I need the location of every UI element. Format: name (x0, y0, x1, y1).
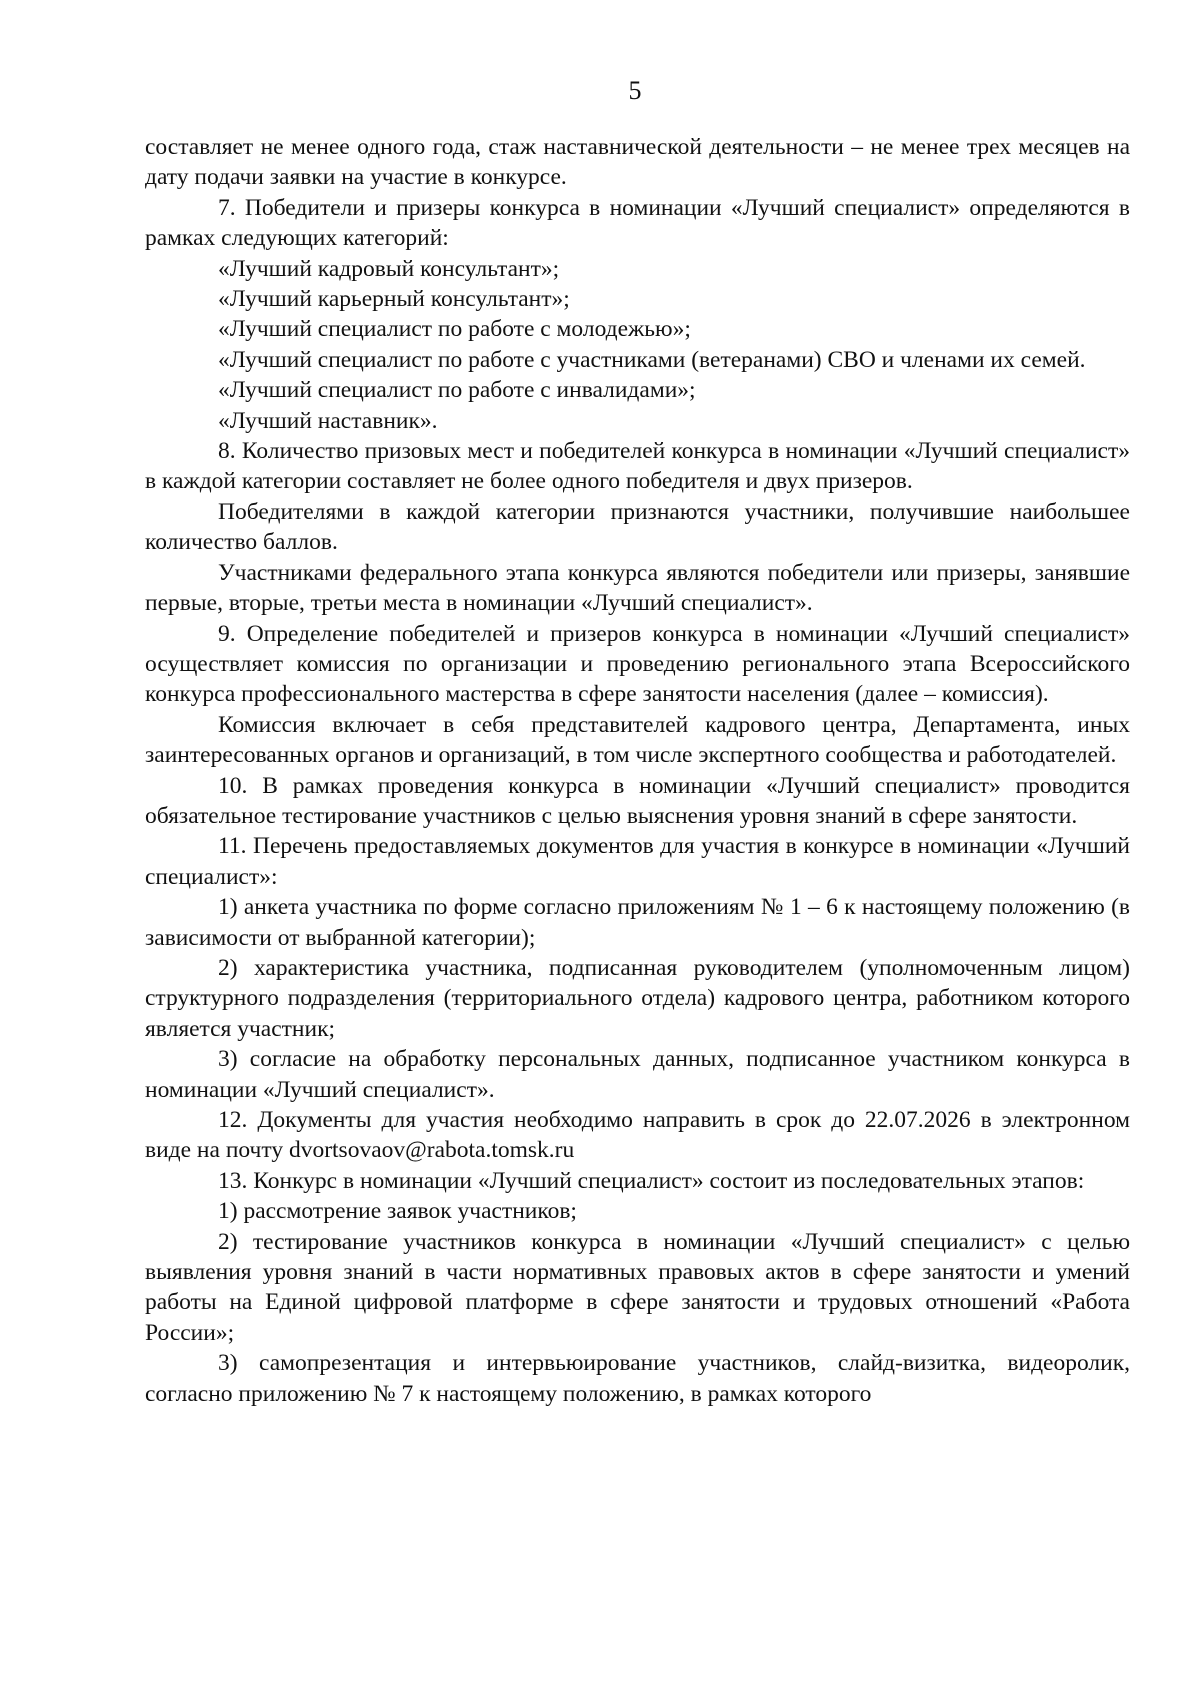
paragraph: 8. Количество призовых мест и победителей конкурса в номинации «Лучший специалист» в каждой категории составляет не более одного победителя и двух призеров. (145, 438, 1130, 495)
paragraph: 10. В рамках проведения конкурса в номинации «Лучший специалист» проводится обязательное тестирование участников с целью выяснения уровня знаний в сфере занятости. (145, 772, 1130, 829)
list-item: «Лучший наставник». (218, 407, 438, 434)
page-number: 5 (628, 76, 642, 105)
list-item: «Лучший карьерный консультант»; (218, 286, 570, 313)
list-item: «Лучший специалист по работе с инвалидами»; (218, 377, 696, 404)
document-body (145, 132, 1130, 1409)
paragraph: Участниками федерального этапа конкурса являются победители или призеры, занявшие первые, вторые, третьи места в номинации «Лучший специалист». (145, 559, 1130, 617)
list-item: 3) самопрезентация и интервьюирование участников, слайд-визитка, видеоролик, согласно приложению № 7 к настоящему положению, в рамках которого (145, 1350, 1130, 1407)
paragraph: Комиссия включает в себя представителей кадрового центра, Департамента, иных заинтересованных органов и организаций, в том числе экспертного сообщества и работодателей. (145, 711, 1130, 769)
paragraph: 11. Перечень предоставляемых документов для участия в конкурсе в номинации «Лучший специалист»: (145, 833, 1130, 890)
list-item: «Лучший специалист по работе с участниками (ветеранами) СВО и членами их семей. (218, 346, 1086, 373)
list-item: «Лучший специалист по работе с молодежью»; (218, 316, 691, 343)
paragraph: составляет не менее одного года, стаж наставнической деятельности – не менее трех месяцев на дату подачи заявки на участие в конкурсе. (145, 134, 1130, 191)
paragraph: 13. Конкурс в номинации «Лучший специалист» состоит из последовательных этапов: (218, 1167, 1085, 1194)
paragraph: 9. Определение победителей и призеров конкурса в номинации «Лучший специалист» осуществляет комиссия по организации и проведению регионального этапа Всероссийского конкурса профессионального мастерства в сфере занятости населения (далее – комиссия). (145, 620, 1130, 708)
paragraph: Победителями в каждой категории признаются участники, получившие наибольшее количество баллов. (145, 498, 1130, 556)
list-item: 1) анкета участника по форме согласно приложениям № 1 – 6 к настоящему положению (в зависимости от выбранной категории); (145, 894, 1130, 951)
list-item: «Лучший кадровый консультант»; (218, 255, 560, 282)
list-item: 2) характеристика участника, подписанная руководителем (уполномоченным лицом) структурного подразделения (территориального отдела) кадрового центра, работником которого является участник; (145, 954, 1130, 1042)
list-item: 3) согласие на обработку персональных данных, подписанное участником конкурса в номинации «Лучший специалист». (145, 1046, 1130, 1103)
paragraph: 12. Документы для участия необходимо направить в срок до 22.07.2026 в электронном виде на почту dvortsovaov@rabota.tomsk.ru (145, 1107, 1130, 1164)
list-item: 1) рассмотрение заявок участников; (218, 1198, 577, 1225)
list-item: 2) тестирование участников конкурса в номинации «Лучший специалист» с целью выявления уровня знаний в части нормативных правовых актов в сфере занятости и умений работы на Единой цифровой платформе в сфере занятости и трудовых отношений «Работа России»; (145, 1228, 1130, 1346)
paragraph: 7. Победители и призеры конкурса в номинации «Лучший специалист» определяются в рамках следующих категорий: (145, 194, 1130, 252)
